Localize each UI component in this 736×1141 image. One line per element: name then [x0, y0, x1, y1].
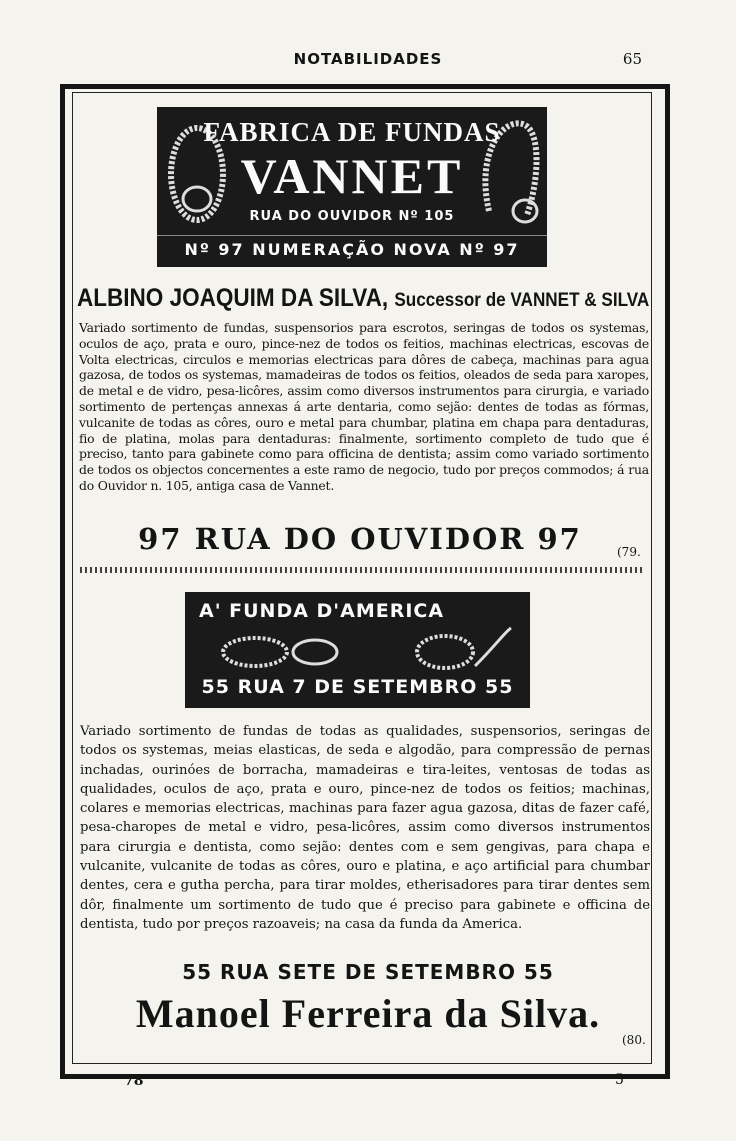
vannet-address: 97 RUA DO OUVIDOR 97 [138, 522, 582, 556]
vannet-heading-name: ALBINO JOAQUIM DA SILVA, [77, 284, 389, 312]
vannet-banner-divider [157, 235, 547, 236]
america-banner [185, 592, 530, 708]
america-banner-line2: 55 RUA 7 DE SETEMBRO 55 [201, 676, 514, 698]
america-banner-line1: A' FUNDA D'AMERICA [199, 600, 445, 622]
vannet-banner-line2: VANNET [240, 148, 464, 204]
america-address: 55 RUA SETE DE SETEMBRO 55 [182, 960, 554, 984]
running-header-title: NOTABILIDADES [293, 50, 443, 68]
vannet-reference: (79. [617, 545, 641, 559]
vannet-banner [157, 107, 547, 267]
vannet-banner-line1: FABRICA DE FUNDAS [203, 117, 501, 147]
footer-left-number: 78 [124, 1073, 144, 1089]
vannet-heading [77, 284, 650, 313]
vannet-banner-line3: RUA DO OUVIDOR Nº 105 [249, 209, 455, 224]
vannet-body-text: Variado sortimento de fundas, suspensorios para escrotos, seringas de todos os systemas, oculos de aço, prata e ouro, pince-nez de todos os feitios, machinas electricas, escovas de Volta electricas, circulos e memorias electricas para dôres de cabeça, machinas para agua gazosa, de todos os systemas, mamadeiras de todos os feitios, oleados de seda para xaropes, de metal e de vidro, pesa-licôres, assim como diversos instrumentos para cirurgia, e variado sortimento de pertenças annexas á arte dentaria, como sejão: dentes de todas as fórmas, vulcanite de todas as côres, ouro e metal para chumbar, platina em chapa para dentaduras, fio de platina, molas para dentaduras: finalmente, sortimento completo de tudo que é preciso, tanto para gabinete como para officina de dentista; assim como variado sortimento de todos os objectos concernentes a este ramo de negocio, tudo por preços commodos; á rua do Ouvidor n. 105, antiga casa de Vannet. [79, 320, 649, 493]
america-body-text: Variado sortimento de fundas de todas as qualidades, suspensorios, seringas de todos os systemas, meias elasticas, de seda e algodão, para compressão de pernas inchadas, ourinóes de borracha, mamadeiras e tira-leites, ventosas de todas as qualidades, oculos de aço, prata e ouro, pince-nez de todos os feitios; machinas, colares e memorias electricas, machinas para fazer agua gazosa, ditas de fazer café, pesa-charopes de metal e vidro, pesa-licôres, assim como diversos instrumentos para cirurgia e dentista, como sejão: dentes com e sem gengivas, para chapa e vulcanite, vulcanite de todas as côres, ouro e platina, e aço artificial para chumbar dentes, cera e gutha percha, para tirar moldes, etherisadores para tirar dentes sem dôr, finalmente um sortimento de tudo que é preciso para gabinete e officina de dentista, tudo por preços razoaveis; na casa da funda da America. [80, 724, 650, 932]
page-number: 65 [622, 50, 642, 68]
vannet-banner-line4: Nº 97 NUMERAÇÃO NOVA Nº 97 [184, 240, 520, 259]
america-reference: (80. [622, 1033, 646, 1047]
truss-illustration-icon [215, 626, 515, 676]
footer-right-number: 5 [615, 1072, 624, 1088]
vannet-heading-successor: Successor de VANNET & SILVA [394, 290, 650, 311]
ornamental-divider [80, 567, 645, 573]
america-owner-name: Manoel Ferreira da Silva. [135, 991, 601, 1036]
